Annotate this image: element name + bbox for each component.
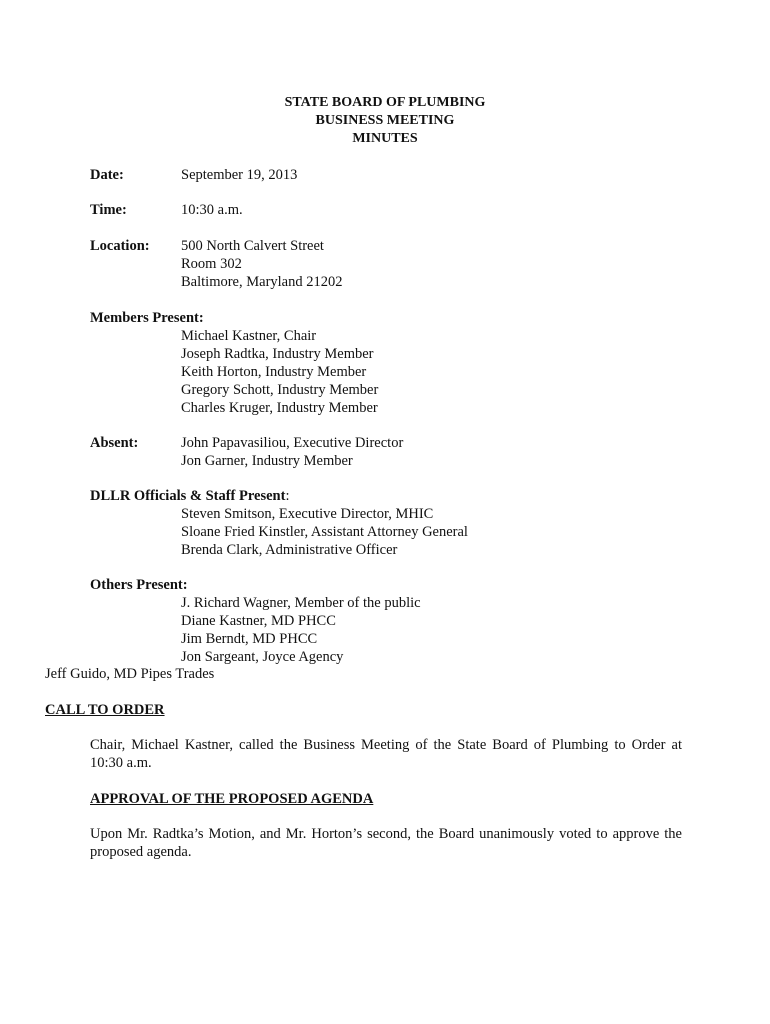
- title-line-meeting: BUSINESS MEETING: [315, 113, 455, 128]
- list-item: John Papavasiliou, Executive Director: [181, 435, 404, 451]
- location-address: [181, 237, 342, 291]
- members-present-list: [181, 327, 378, 417]
- staff-present-heading-text: DLLR Officials & Staff Present: [90, 488, 286, 504]
- list-item: Keith Horton, Industry Member: [181, 364, 367, 380]
- time-label: Time:: [90, 202, 127, 218]
- list-item: Steven Smitson, Executive Director, MHIC: [181, 506, 434, 522]
- list-item: Charles Kruger, Industry Member: [181, 400, 378, 416]
- list-item: Joseph Radtka, Industry Member: [181, 346, 374, 362]
- location-city: Baltimore, Maryland 21202: [181, 274, 343, 290]
- list-item: Brenda Clark, Administrative Officer: [181, 542, 398, 558]
- location-street: 500 North Calvert Street: [181, 238, 324, 254]
- call-to-order-heading: CALL TO ORDER: [45, 702, 165, 718]
- list-item: Jon Garner, Industry Member: [181, 453, 353, 469]
- list-item: J. Richard Wagner, Member of the public: [181, 595, 421, 611]
- list-item: Diane Kastner, MD PHCC: [181, 613, 336, 629]
- staff-present-heading-colon: :: [285, 488, 290, 504]
- title-line-board: STATE BOARD OF PLUMBING: [284, 95, 486, 110]
- list-item: Michael Kastner, Chair: [181, 328, 317, 344]
- others-present-list: [181, 594, 421, 666]
- title-line-minutes: MINUTES: [352, 131, 418, 146]
- location-room: Room 302: [181, 256, 242, 272]
- agenda-heading: APPROVAL OF THE PROPOSED AGENDA: [90, 791, 374, 807]
- document-title: [0, 94, 770, 148]
- list-item: Jon Sargeant, Joyce Agency: [181, 649, 344, 665]
- agenda-paragraph: Upon Mr. Radtka’s Motion, and Mr. Horton’s second, the Board unanimously voted to approve the proposed agenda.: [90, 826, 682, 860]
- location-label: Location:: [90, 238, 150, 254]
- list-item: Sloane Fried Kinstler, Assistant Attorney General: [181, 524, 468, 540]
- staff-present-heading: [90, 487, 289, 505]
- call-to-order-paragraph: Chair, Michael Kastner, called the Business Meeting of the State Board of Plumbing to Order at 10:30 a.m.: [90, 737, 682, 771]
- others-present-heading: Others Present:: [90, 577, 188, 593]
- members-present-heading: Members Present:: [90, 310, 204, 326]
- absent-label: Absent:: [90, 435, 139, 451]
- others-present-outdented-item: Jeff Guido, MD Pipes Trades: [45, 666, 215, 682]
- list-item: Gregory Schott, Industry Member: [181, 382, 379, 398]
- absent-list: [181, 434, 403, 470]
- staff-present-list: [181, 505, 468, 559]
- date-label: Date:: [90, 167, 124, 183]
- list-item: Jim Berndt, MD PHCC: [181, 631, 318, 647]
- date-value: September 19, 2013: [181, 167, 298, 183]
- time-value: 10:30 a.m.: [181, 202, 243, 218]
